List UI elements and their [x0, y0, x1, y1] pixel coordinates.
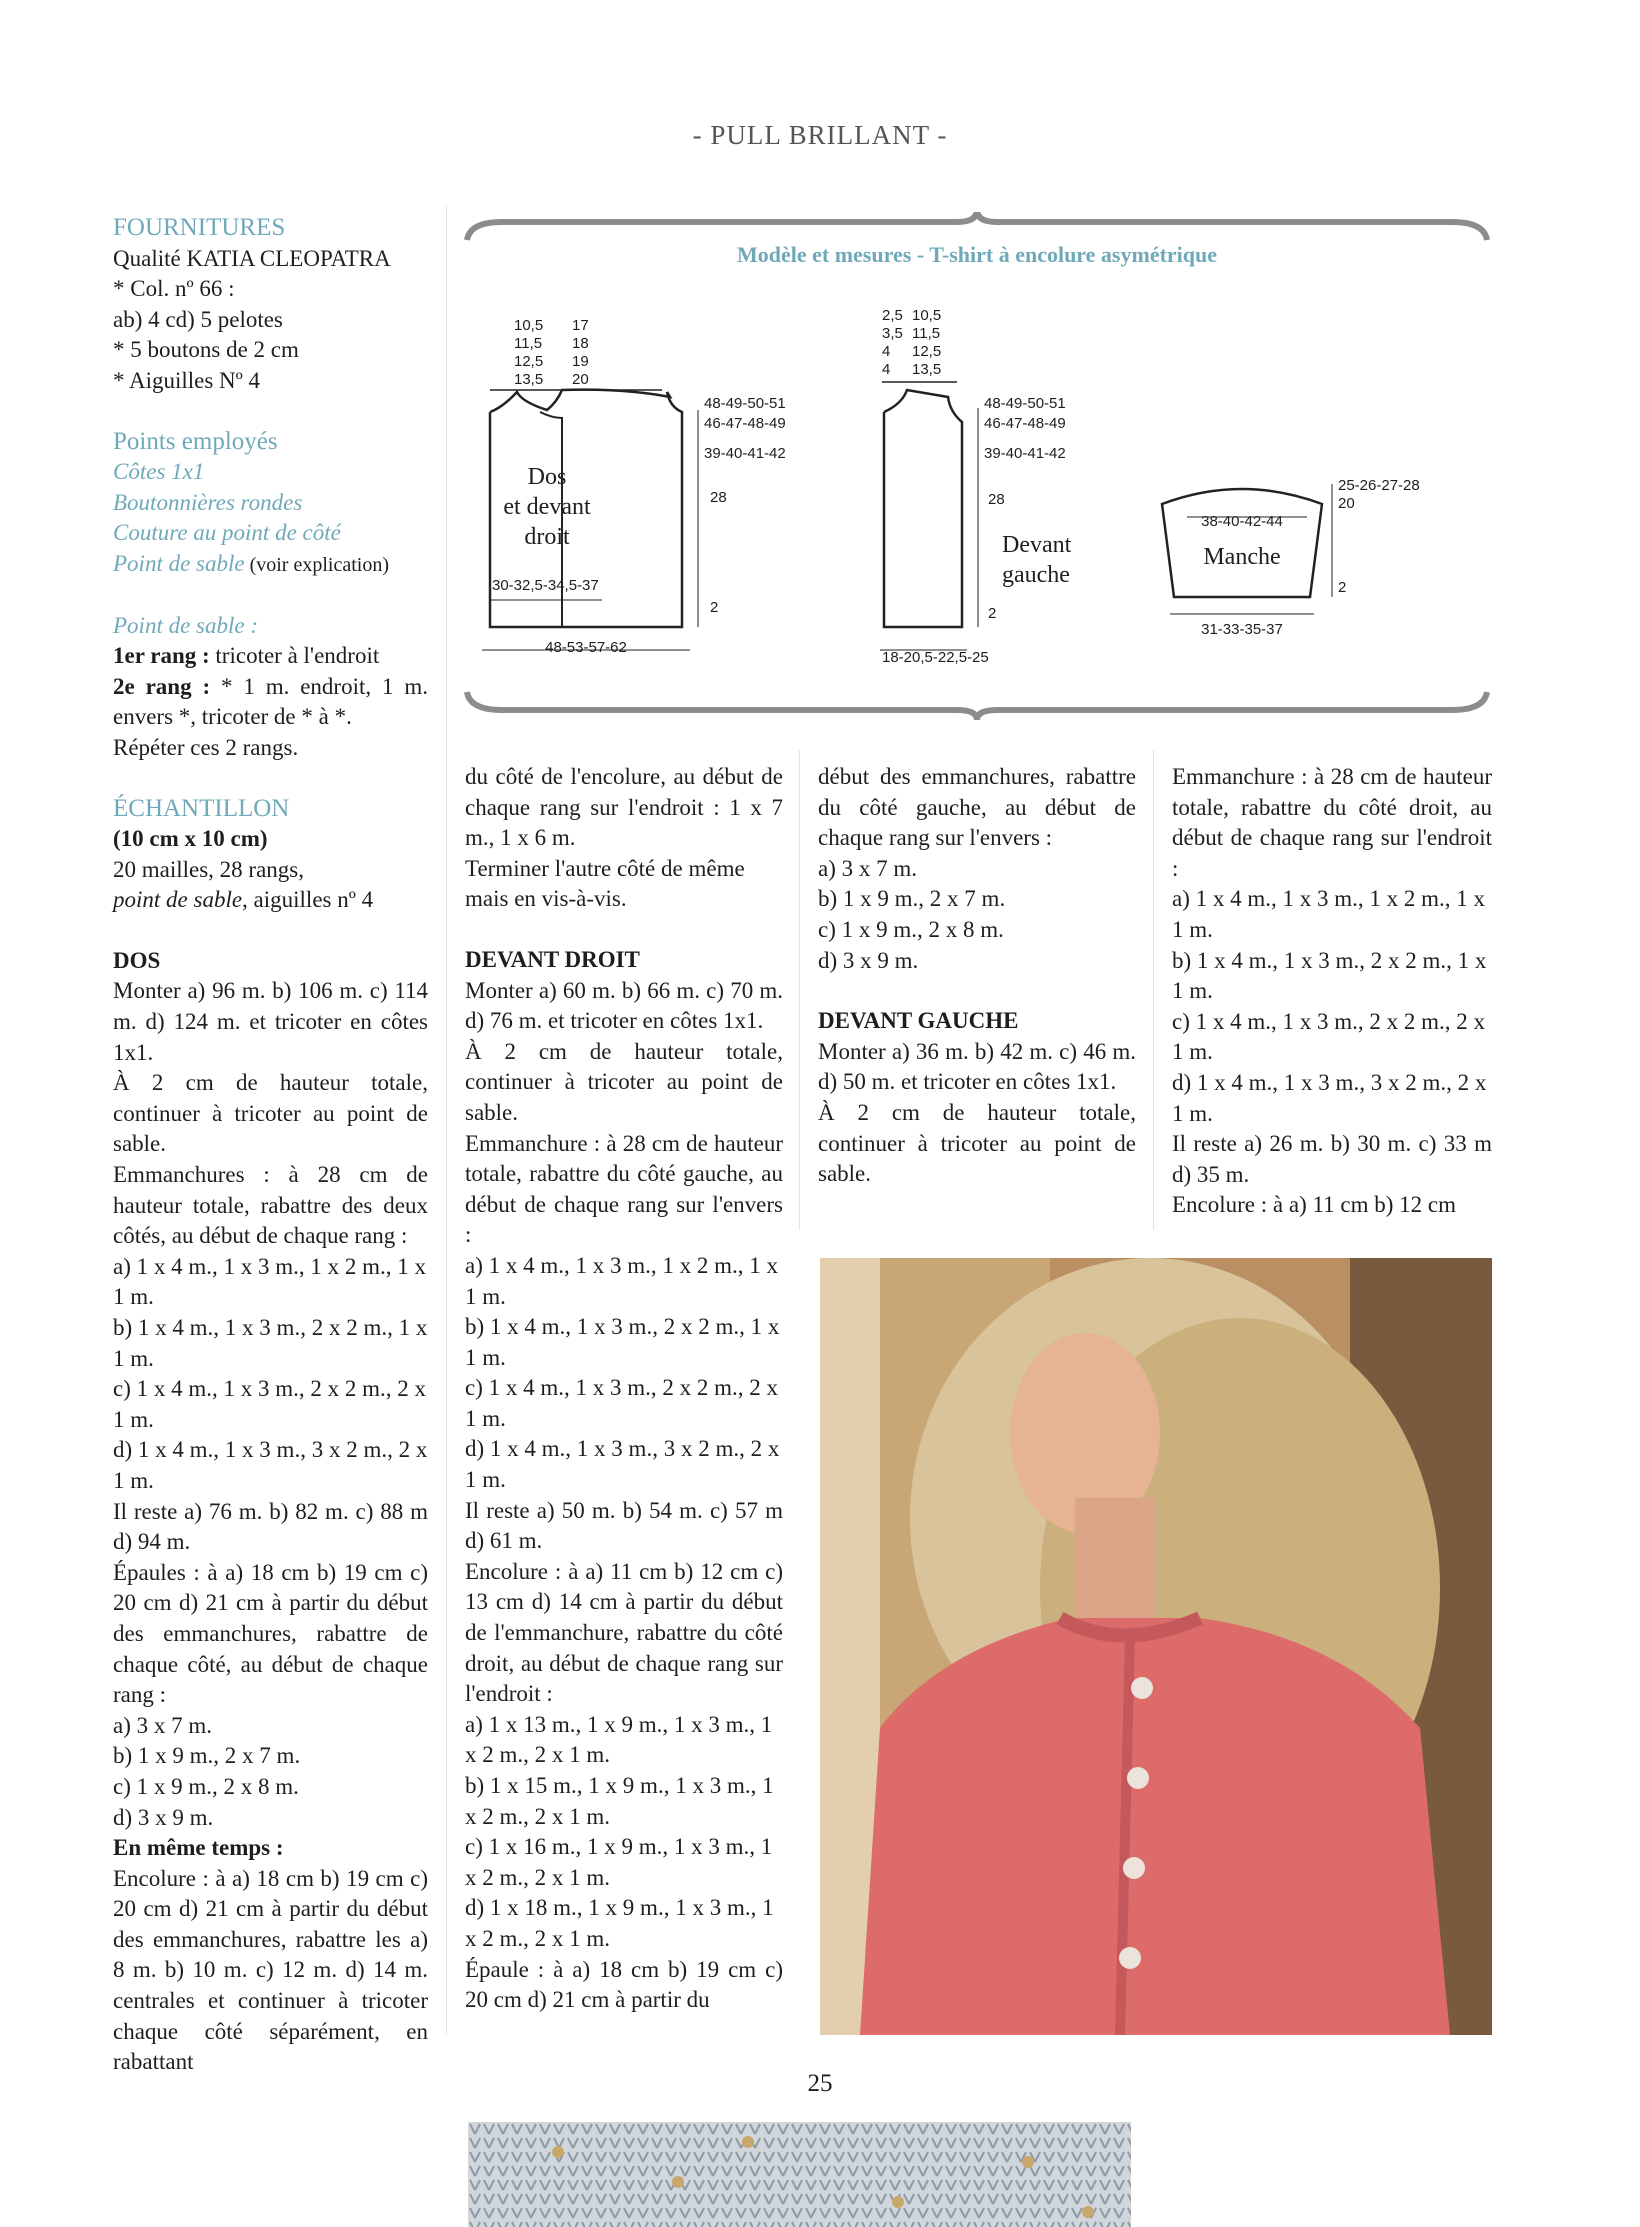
dg-top-a: 2,5 [882, 307, 903, 324]
devant-gauche-title: DEVANT GAUCHE [818, 1008, 1019, 1034]
dos-size-line: c) 1 x 4 m., 1 x 3 m., 2 x 2 m., 2 x 1 m. [113, 1376, 427, 1432]
dos-encolure: Encolure : à a) 18 cm b) 19 cm c) 20 cm d) 21 cm à partir du début des emmanchures, rabattre les a) 8 m. b) 10 m. c) 12 m. d) 14 m. centrales et continuer à tricoter chaque côté séparément, en rabattant [113, 1865, 428, 2075]
point-item: Boutonnières rondes [113, 489, 303, 515]
dd-size-line: d) 1 x 4 m., 1 x 3 m., 3 x 2 m., 2 x 1 m. [465, 1436, 780, 1493]
dos-epaules: Épaules : à a) 18 cm b) 19 cm c) 20 cm d) 21 cm à partir du début des emmanchures, rabattre de chaque côté, au début de chaque rang : [113, 1559, 428, 1708]
sable-row2-text: * 1 m. endroit, 1 m. envers *, tricoter de * à *. [113, 673, 428, 730]
dg-top-a: 4 [882, 361, 891, 378]
dos-size-line: d) 1 x 4 m., 1 x 3 m., 3 x 2 m., 2 x 1 m. [113, 1437, 428, 1493]
sable-repeat: Répéter ces 2 rangs. [113, 734, 299, 760]
fournitures-line: * 5 boutons de 2 cm [113, 337, 299, 363]
points-title: Points employés [113, 427, 278, 455]
sable-title: Point de sable : [113, 612, 258, 638]
dg-height: 46-47-48-49 [984, 415, 1066, 432]
page-header: - PULL BRILLANT - [692, 120, 948, 150]
manche-height: 25-26-27-28 [1338, 477, 1420, 494]
dos-top-a: 11,5 [514, 335, 543, 352]
devant-droit-title: DEVANT DROIT [465, 946, 640, 972]
dos-epaule-line: a) 3 x 7 m. [113, 1712, 213, 1738]
dd-encolure-line: b) 1 x 15 m., 1 x 9 m., 1 x 3 m., 1 x 2 m., 2 x 1 m. [465, 1773, 774, 1829]
dos-size-line: b) 1 x 4 m., 1 x 3 m., 2 x 2 m., 1 x 1 m. [113, 1315, 428, 1371]
manche-height: 20 [1338, 495, 1355, 512]
diagram-title: Modèle et mesures - T-shirt à encolure asymétrique [736, 242, 1218, 267]
dd-epaule-line: a) 3 x 7 m. [818, 855, 918, 881]
echantillon-line: 20 mailles, 28 rangs, [113, 856, 304, 882]
dg-top-b: 13,5 [912, 361, 942, 378]
dos-piece [482, 317, 786, 656]
dd-encolure-line: c) 1 x 16 m., 1 x 9 m., 1 x 3 m., 1 x 2 m., 2 x 1 m. [465, 1834, 773, 1890]
fournitures-line: * Aiguilles Nº 4 [113, 367, 261, 393]
dd-size-line: c) 1 x 4 m., 1 x 3 m., 2 x 2 m., 2 x 1 m. [465, 1375, 779, 1431]
dg-width: 18-20,5-22,5-25 [882, 649, 989, 666]
dos-epaule-line: c) 1 x 9 m., 2 x 8 m. [113, 1773, 299, 1799]
dos-label: Dos [527, 464, 567, 490]
dos-height: 2 [710, 599, 719, 616]
model-photo-illustration [820, 1258, 1492, 2035]
dg-size-line: b) 1 x 4 m., 1 x 3 m., 2 x 2 m., 1 x 1 m. [1172, 947, 1487, 1004]
dg-size-line: c) 1 x 4 m., 1 x 3 m., 2 x 2 m., 2 x 1 m. [1172, 1008, 1486, 1065]
manche-piece [1162, 477, 1420, 638]
page-number: 25 [807, 2070, 833, 2097]
dd-epaule: Épaule : à a) 18 cm b) 19 cm c) 20 cm d) 21 cm à partir du [465, 1956, 783, 2013]
knit-texture-swatch [468, 2122, 1131, 2227]
dos-encolure-continued: du côté de l'encolure, au début de chaque rang sur l'endroit : 1 x 7 m., 1 x 6 m. [465, 764, 783, 851]
dg-top-b: 11,5 [912, 325, 941, 342]
knit-texture-illustration [468, 2122, 1131, 2227]
dg-height: 48-49-50-51 [984, 395, 1066, 412]
dg-size-line: a) 1 x 4 m., 1 x 3 m., 1 x 2 m., 1 x 1 m. [1172, 886, 1486, 942]
dd-epaule-line: c) 1 x 9 m., 2 x 8 m. [818, 916, 1004, 942]
dos-top-b: 20 [572, 371, 589, 388]
dos-monter: Monter a) 96 m. b) 106 m. c) 114 m. d) 124 m. et tricoter en côtes 1x1. [113, 978, 428, 1065]
dos-label: et devant [503, 494, 591, 520]
dos-size-line: a) 1 x 4 m., 1 x 3 m., 1 x 2 m., 1 x 1 m. [113, 1253, 427, 1310]
dos-title: DOS [113, 947, 161, 973]
point-item: Point de sable [113, 550, 245, 576]
dos-point-sable: À 2 cm de hauteur totale, continuer à tricoter au point de sable. [113, 1070, 428, 1157]
dg-top-a: 3,5 [882, 325, 903, 342]
dos-terminer: Terminer l'autre côté de même mais en vis-à-vis. [465, 855, 745, 912]
dg-top-b: 12,5 [912, 343, 942, 360]
column-divider [799, 750, 800, 1230]
dg-reste: Il reste a) 26 m. b) 30 m. c) 33 m d) 35 m. [1172, 1131, 1492, 1187]
point-item: Couture au point de côté [113, 520, 341, 546]
dos-top-b: 17 [572, 317, 589, 334]
manche-top: 38-40-42-44 [1201, 513, 1283, 530]
dd-epaule-line: b) 1 x 9 m., 2 x 7 m. [818, 886, 1006, 912]
fournitures-line: * Col. nº 66 : [113, 276, 235, 302]
dos-top-b: 19 [572, 353, 589, 370]
dos-reste: Il reste a) 76 m. b) 82 m. c) 88 m d) 94 m. [113, 1498, 428, 1555]
devant-gauche-piece [880, 307, 1072, 666]
column-divider [446, 205, 447, 2035]
dos-top-a: 10,5 [514, 317, 544, 334]
fournitures-line: ab) 4 cd) 5 pelotes [113, 306, 283, 332]
dos-height: 46-47-48-49 [704, 415, 786, 432]
dos-top-a: 13,5 [514, 371, 544, 388]
dos-height: 48-49-50-51 [704, 395, 786, 412]
manche-width: 31-33-35-37 [1201, 621, 1283, 638]
dd-size-line: a) 1 x 4 m., 1 x 3 m., 1 x 2 m., 1 x 1 m. [465, 1252, 779, 1309]
dd-epaule-continued: début des emmanchures, rabattre du côté gauche, au début de chaque rang sur l'envers : [818, 764, 1136, 851]
dos-top-a: 12,5 [514, 353, 544, 370]
dg-height: 28 [988, 491, 1005, 508]
echantillon-needles: , aiguilles nº 4 [242, 887, 374, 913]
dg-label: Devant [1002, 532, 1072, 558]
fournitures-title: FOURNITURES [113, 214, 286, 241]
sable-row1-text: tricoter à l'endroit [209, 643, 380, 669]
sable-row2-label: 2e rang : [113, 673, 211, 699]
column-4 [1172, 762, 1492, 1221]
echantillon-size: (10 cm x 10 cm) [113, 826, 268, 852]
sable-row1-label: 1er rang : [113, 643, 210, 669]
point-note: (voir explication) [244, 553, 389, 576]
point-item: Côtes 1x1 [113, 459, 205, 485]
dg-point-sable: À 2 cm de hauteur totale, continuer à tricoter au point de sable. [818, 1099, 1136, 1187]
manche-height: 2 [1338, 579, 1347, 596]
dg-height: 39-40-41-42 [984, 445, 1066, 462]
dg-top-a: 4 [882, 343, 891, 360]
dg-label: gauche [1002, 562, 1070, 588]
dd-size-line: b) 1 x 4 m., 1 x 3 m., 2 x 2 m., 1 x 1 m. [465, 1314, 780, 1370]
dos-epaule-line: d) 3 x 9 m. [113, 1804, 214, 1830]
echantillon-title: ÉCHANTILLON [113, 794, 290, 822]
echantillon-stitch: point de sable [113, 887, 243, 913]
dos-label: droit [524, 524, 570, 550]
dd-epaule-line: d) 3 x 9 m. [818, 947, 919, 973]
dos-height: 39-40-41-42 [704, 445, 786, 462]
dg-encolure: Encolure : à a) 11 cm b) 12 cm [1172, 1192, 1456, 1218]
dg-emmanchure: Emmanchure : à 28 cm de hauteur totale, rabattre du côté droit, au début de chaque rang sur l'endroit : [1172, 764, 1492, 881]
dos-inner-width: 30-32,5-34,5-37 [492, 577, 599, 594]
dg-height: 2 [988, 605, 997, 622]
column-divider [1153, 750, 1154, 1230]
dg-size-line: d) 1 x 4 m., 1 x 3 m., 3 x 2 m., 2 x 1 m. [1172, 1069, 1487, 1126]
dd-reste: Il reste a) 50 m. b) 54 m. c) 57 m d) 61 m. [465, 1497, 783, 1554]
measurement-diagram [462, 212, 1492, 722]
dos-top-b: 18 [572, 335, 589, 352]
column-1 [113, 213, 428, 2078]
dos-epaule-line: b) 1 x 9 m., 2 x 7 m. [113, 1743, 301, 1769]
bottom-brace [467, 692, 1487, 720]
manche-label: Manche [1203, 544, 1281, 570]
dg-top-b: 10,5 [912, 307, 942, 324]
dd-point-sable: À 2 cm de hauteur totale, continuer à tricoter au point de sable. [465, 1038, 783, 1125]
dd-emmanchure: Emmanchure : à 28 cm de hauteur totale, rabattre du côté gauche, au début de chaque rang sur l'envers : [465, 1130, 783, 1248]
dos-meme-temps: En même temps : [113, 1835, 284, 1861]
dd-encolure: Encolure : à a) 11 cm b) 12 cm c) 13 cm d) 14 cm à partir du début de l'emmanchure, rabattre du côté droit, au début de chaque rang sur l'endroit : [465, 1558, 783, 1707]
dd-encolure-line: a) 1 x 13 m., 1 x 9 m., 1 x 3 m., 1 x 2 m., 2 x 1 m. [465, 1711, 773, 1768]
dd-monter: Monter a) 60 m. b) 66 m. c) 70 m. d) 76 m. et tricoter en côtes 1x1. [465, 977, 783, 1034]
dos-emmanchures: Emmanchures : à 28 cm de hauteur totale, rabattre des deux côtés, au début de chaque rang : [113, 1162, 428, 1249]
top-brace [467, 212, 1487, 240]
fournitures-line: Qualité KATIA CLEOPATRA [113, 245, 391, 271]
model-photo [820, 1258, 1492, 2035]
dos-height: 28 [710, 489, 727, 506]
dos-width: 48-53-57-62 [545, 639, 627, 656]
diagram-svg [462, 212, 1492, 722]
dg-monter: Monter a) 36 m. b) 42 m. c) 46 m. d) 50 m. et tricoter en côtes 1x1. [818, 1038, 1136, 1095]
column-2 [465, 762, 783, 2016]
dd-encolure-line: d) 1 x 18 m., 1 x 9 m., 1 x 3 m., 1 x 2 m., 2 x 1 m. [465, 1895, 774, 1951]
column-3 [818, 762, 1136, 1190]
